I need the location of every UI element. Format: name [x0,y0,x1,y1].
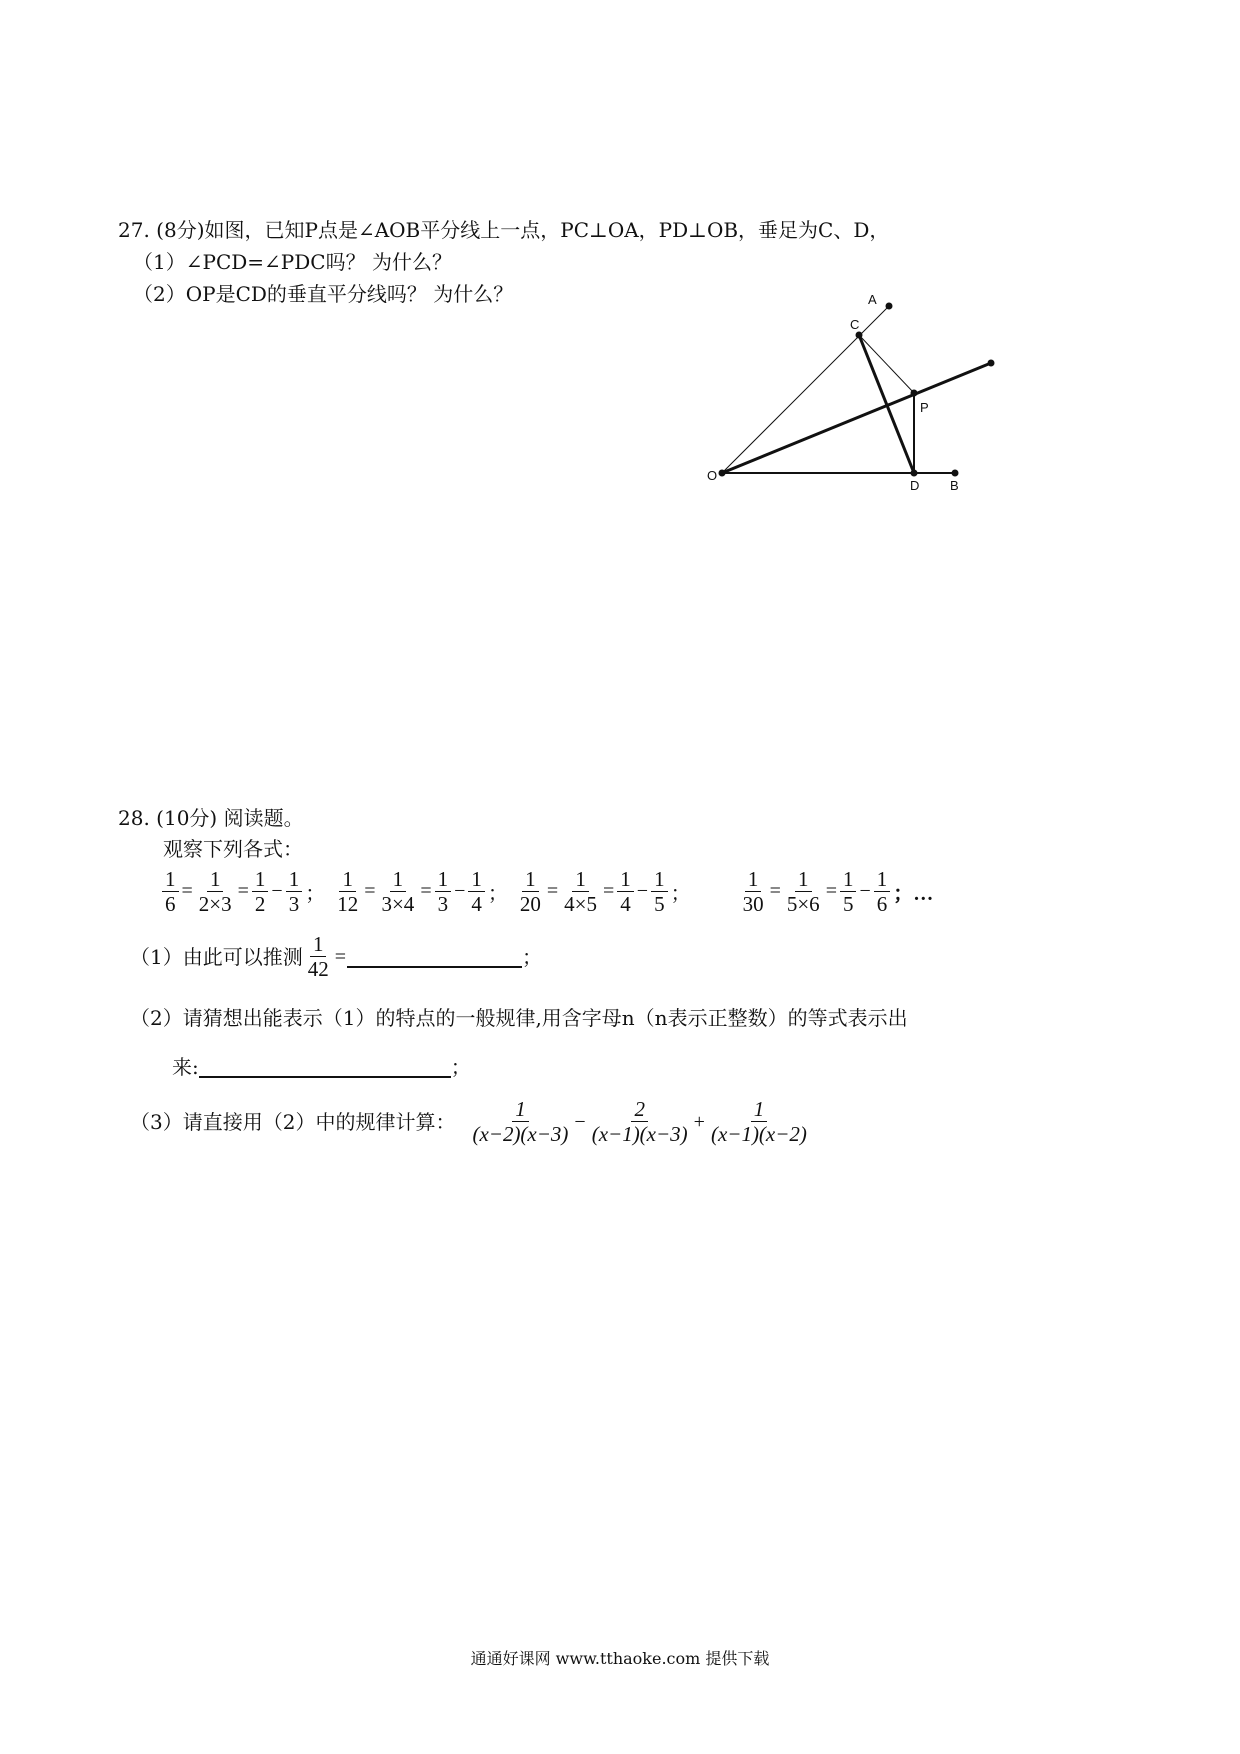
answer-blank-2[interactable] [199,1056,451,1078]
point-b [952,470,959,477]
answer-blank-1[interactable] [347,946,522,968]
q28-part1: （1）由此可以推测 $\frac{1}{42}$ = ； [130,932,543,981]
bisector-op [722,363,991,473]
point-c [856,332,863,339]
label-a: A [868,292,877,307]
equation-1: $\frac{1}{6}$ = $\frac{1}{2\times 3}$ = $\frac{1}{2}$ − $\frac{1}{3}$ ； [160,868,326,915]
label-p: P [920,400,929,415]
segment-cd [859,335,914,473]
geometry-figure [690,285,1010,500]
label-c: C [850,317,860,332]
q28-header: 28. (10分) 阅读题。 [118,806,304,830]
equation-3: $\frac{1}{20}$ = $\frac{1}{4\times 5}$ = $\frac{1}{4}$ − $\frac{1}{5}$ ； [519,867,691,916]
point-o [719,470,726,477]
equation-4: $\frac{1}{30}$ = $\frac{1}{5\times 6}$ = $\frac{1}{5}$ − $\frac{1}{6}$ ；… [742,867,934,916]
q27-header: 27. (8分)如图，已知P点是∠AOB平分线上一点，PC⊥OA，PD⊥OB，垂足为C、D， [118,218,890,242]
q27-part1: （1）∠PCD=∠PDC吗？ 为什么？ [133,250,452,274]
page-footer: 通通好课网 www.tthaoke.com 提供下载 [470,1649,770,1668]
point-end [988,360,995,367]
label-o: O [707,468,718,483]
point-d [911,470,918,477]
ray-oa [722,306,889,473]
segment-pc [859,335,914,393]
q28-part2: （2）请猜想出能表示（1）的特点的一般规律,用含字母n（n表示正整数）的等式表示出 [130,1006,908,1030]
point-p [911,390,918,397]
label-d: D [910,478,920,493]
equation-2: $\frac{1}{12}$ = $\frac{1}{3\times 4}$ = $\frac{1}{3}$ − $\frac{1}{4}$ ； [337,867,508,916]
q28-part2-line2: 来: ； [172,1055,471,1079]
q28-part3: （3）请直接用（2）中的规律计算： $\frac{1}{(x-2)(x-3)}$ − $\frac{2}{(x-1)(x-3)}$ + $\frac{1}{(x-1)(x-2)}$ [130,1097,807,1146]
observation-equations [160,868,934,915]
point-a [886,303,893,310]
label-b: B [950,478,959,493]
q27-part2: （2）OP是CD的垂直平分线吗？ 为什么？ [133,282,514,306]
q28-intro: 观察下列各式： [163,837,303,861]
